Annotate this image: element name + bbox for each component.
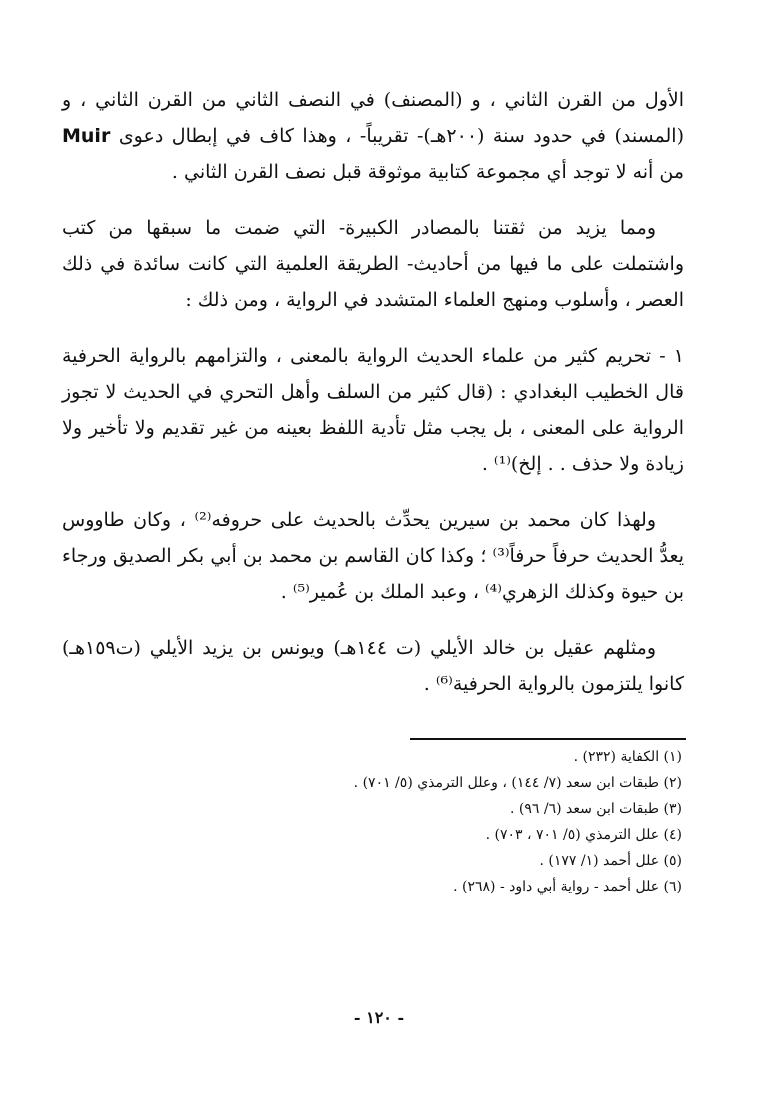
footnotes: [62, 744, 682, 900]
author-name-muir: Muir: [62, 125, 111, 147]
page-number: - ١٢٠ -: [353, 1008, 405, 1027]
paragraph-1-tail: من أنه لا توجد أي مجموعة كتابية موثوقة قبل نصف القرن الثاني .: [171, 161, 684, 183]
footnote-5: (٥) علل أحمد (١/ ١٧٧) .: [539, 853, 682, 869]
list-item-1: ١ - تحريم كثير من علماء الحديث الرواية بالمعنى ، والتزامهم بالرواية الحرفية قال الخطيب البغدادي : (قال كثير من السلف وأهل التحري في الحديث لا تجوز الرواية على المعنى ، بل يجب مثل تأدية اللفظ بعينه من غير تقديم ولا تأخير ولا زيادة ولا حذف . . إلخ)⁽¹⁾ .: [62, 345, 684, 475]
main-text: [62, 82, 684, 722]
footnote-1: (١) الكفاية (٢٣٢) .: [573, 749, 682, 765]
paragraph-4: ومثلهم عقيل بن خالد الأيلي (ت ١٤٤هـ) ويونس بن يزيد الأيلي (ت١٥٩هـ) كانوا يلتزمون بالرواية الحرفية⁽⁶⁾ .: [62, 637, 684, 695]
paragraph-1: [62, 82, 684, 190]
paragraph-1-text: الأول من القرن الثاني ، و (المصنف) في النصف الثاني من القرن الثاني ، و (المسند) في حدود سنة (٢٠٠هـ)- تقريباً- ، وهذا كاف في إبطال دعوى: [62, 89, 684, 147]
footnote-4: (٤) علل الترمذي (٥/ ٧٠١ ، ٧٠٣) .: [485, 827, 682, 843]
footnote-6: (٦) علل أحمد - رواية أبي داود - (٢٦٨) .: [453, 879, 682, 895]
paragraph-3: ولهذا كان محمد بن سيرين يحدِّث بالحديث على حروفه⁽²⁾ ، وكان طاووس يعدُّ الحديث حرفاً حرفاً⁽³⁾ ؛ وكذا كان القاسم بن محمد بن أبي بكر الصديق ورجاء بن حيوة وكذلك الزهري⁽⁴⁾ ، وعبد الملك بن عُمير⁽⁵⁾ .: [62, 509, 684, 603]
footnote-2: (٢) طبقات ابن سعد (٧/ ١٤٤) ، وعلل الترمذي (٥/ ٧٠١) .: [353, 775, 682, 791]
paragraph-2: ومما يزيد من ثقتنا بالمصادر الكبيرة- التي ضمت ما سبقها من كتب واشتملت على ما فيها من أحاديث- الطريقة العلمية التي كانت سائدة في ذلك العصر ، وأسلوب ومنهج العلماء المتشدد في الرواية ، ومن ذلك :: [62, 217, 684, 311]
footnote-3: (٣) طبقات ابن سعد (٦/ ٩٦) .: [509, 801, 682, 817]
footnote-divider: [410, 738, 686, 740]
